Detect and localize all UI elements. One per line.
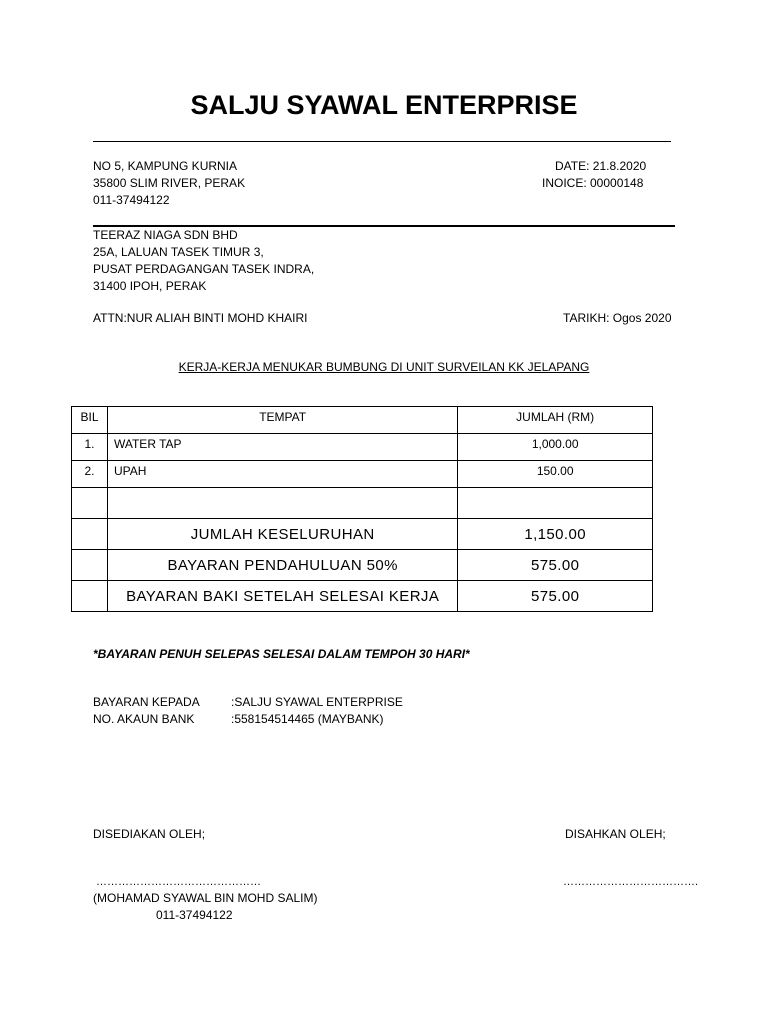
header-jumlah: JUMLAH (RM): [458, 407, 653, 434]
row-jumlah: 1,000.00: [458, 434, 653, 461]
table-row: [72, 461, 653, 488]
summary-value: 1,150.00: [458, 519, 653, 550]
payment-note: *BAYARAN PENUH SELEPAS SELESAI DALAM TEMPOH 30 HARI*: [93, 647, 470, 661]
empty-cell: [72, 581, 108, 612]
title-divider: [93, 141, 671, 142]
approved-by-label: DISAHKAN OLEH;: [565, 827, 666, 841]
prepared-signature-line: ………………………………………: [96, 876, 261, 888]
table-empty-row: [72, 488, 653, 519]
empty-cell: [107, 488, 457, 519]
row-jumlah: 150.00: [458, 461, 653, 488]
empty-cell: [72, 519, 108, 550]
header-tempat: TEMPAT: [107, 407, 457, 434]
company-title: SALJU SYAWAL ENTERPRISE: [190, 90, 578, 120]
account-label: NO. AKAUN BANK: [93, 712, 195, 726]
tarikh: TARIKH: Ogos 2020: [563, 311, 672, 325]
recipient-line: 31400 IPOH, PERAK: [93, 279, 207, 293]
sender-phone: 011-37494122: [93, 193, 170, 207]
row-bil: 2.: [72, 461, 108, 488]
summary-row: [72, 581, 653, 612]
sender-address: [93, 158, 245, 209]
sender-address-line: NO 5, KAMPUNG KURNIA: [93, 159, 238, 173]
empty-cell: [72, 550, 108, 581]
summary-row: [72, 519, 653, 550]
summary-row: [72, 550, 653, 581]
approved-signature-line: ……………………………….: [563, 876, 699, 888]
attention: ATTN:NUR ALIAH BINTI MOHD KHAIRI: [93, 311, 308, 325]
prepared-by-label: DISEDIAKAN OLEH;: [93, 827, 206, 841]
recipient-line: TEERAZ NIAGA SDN BHD: [93, 228, 238, 242]
subject-title: KERJA-KERJA MENUKAR BUMBUNG DI UNIT SURVEILAN KK JELAPANG: [178, 360, 590, 374]
payment-to-value: :SALJU SYAWAL ENTERPRISE: [231, 695, 403, 709]
empty-cell: [72, 488, 108, 519]
row-bil: 1.: [72, 434, 108, 461]
row-tempat: UPAH: [107, 461, 457, 488]
empty-cell: [458, 488, 653, 519]
summary-value: 575.00: [458, 581, 653, 612]
prepared-name: (MOHAMAD SYAWAL BIN MOHD SALIM): [93, 891, 318, 905]
summary-label: JUMLAH KESELURUHAN: [107, 519, 457, 550]
summary-label: BAYARAN PENDAHULUAN 50%: [107, 550, 457, 581]
summary-label: BAYARAN BAKI SETELAH SELESAI KERJA: [107, 581, 457, 612]
recipient-line: PUSAT PERDAGANGAN TASEK INDRA,: [93, 262, 315, 276]
payment-to-label: BAYARAN KEPADA: [93, 695, 200, 709]
recipient-line: 25A, LALUAN TASEK TIMUR 3,: [93, 245, 264, 259]
prepared-phone: 011-37494122: [156, 908, 233, 922]
invoice-number: INOICE: 00000148: [542, 176, 644, 190]
table-row: [72, 434, 653, 461]
summary-value: 575.00: [458, 550, 653, 581]
recipient-address: [93, 227, 314, 295]
table-header-row: [72, 407, 653, 434]
invoice-table: [71, 406, 653, 612]
invoice-date: DATE: 21.8.2020: [555, 159, 647, 173]
header-bil: BIL: [72, 407, 108, 434]
account-value: :558154514465 (MAYBANK): [231, 712, 384, 726]
row-tempat: WATER TAP: [107, 434, 457, 461]
sender-address-line: 35800 SLIM RIVER, PERAK: [93, 176, 246, 190]
